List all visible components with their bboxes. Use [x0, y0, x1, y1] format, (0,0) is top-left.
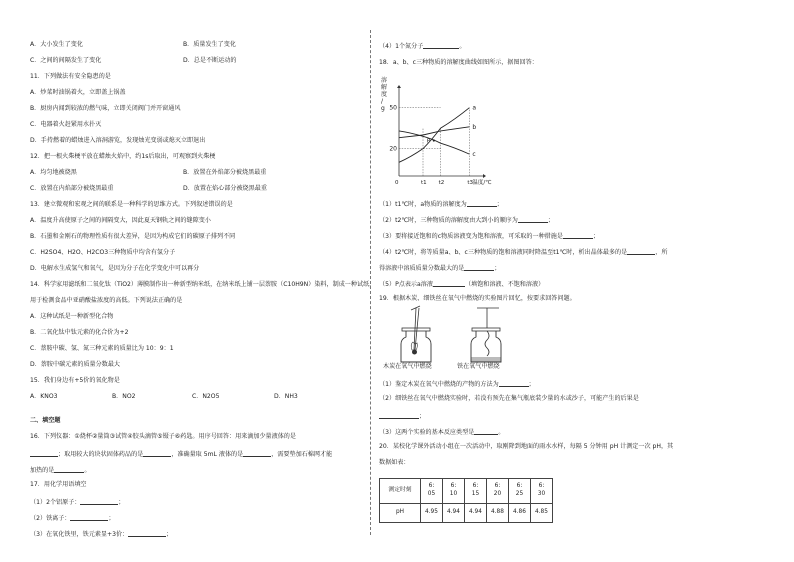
q15-option-c: C．N2O5 — [192, 393, 220, 400]
series-curve-a — [399, 108, 469, 163]
table-row-label: pH — [380, 504, 421, 523]
q11-stem: 11．下列做法有安全隐患的是 — [30, 73, 111, 80]
time-part: 6: — [516, 483, 523, 490]
q11-option-c: C．电器着火赶紧用水扑灭 — [30, 121, 102, 128]
q18-part-4-line2: 得溶液中溶质质量分数最大的是 ； — [379, 265, 501, 272]
q11-option-d: D．手持燃着的蜡烛进入溶洞游览，发现烛光变弱或熄灭立即退出 — [30, 137, 206, 144]
q18-part-5 — [379, 280, 544, 288]
q14-stem-line1: 14．科学家用滤纸和二氧化钛（TiO2）薄膜制作出一种新型纳米纸，在纳米纸上铺一层萘胺（C10H9N）染料，制成一种试纸， — [30, 281, 376, 288]
x-tick-label: t3 — [467, 180, 474, 186]
table-time-cell — [465, 479, 487, 504]
q18-part-3: （3）要将接近饱和的c物质溶液变为饱和溶液，可采取的一种措施是 ； — [379, 233, 600, 240]
q17-part-1: （1）2个铝原子： ； — [30, 499, 125, 506]
q18-part-1: （1）t1℃时，a物质的溶解度为 ； — [379, 201, 503, 208]
q14-option-d: D．萘胺中碳元素的质量分数最大 — [30, 361, 121, 368]
q10-option-c: C．之间的间隔发生了变化 — [30, 57, 102, 64]
x-axis-arrow — [483, 174, 486, 178]
q14-stem-line2: 用于检测食品中亚硝酸盐浓度的高低。下列说法正确的是 — [30, 297, 183, 304]
q14-option-c: C．萘胺中碳、氢、氮三种元素的质量比为 10：9：1 — [30, 345, 174, 352]
answer-blank[interactable] — [518, 216, 548, 223]
q10-option-b: B．质量发生了变化 — [183, 41, 236, 48]
q10-option-d: D．总是不断运动的 — [183, 57, 237, 64]
x-axis-label: 温度/℃ — [472, 180, 492, 186]
answer-blank[interactable] — [423, 42, 459, 49]
q17-2-text: （2）铁离子： — [30, 515, 71, 522]
q18-2-text: （2）t2℃时，三种物质的溶解度由大到小的顺序为 — [379, 217, 518, 224]
series-label-b: b — [472, 123, 477, 131]
q18-4-text: ，所 — [655, 249, 668, 256]
answer-blank[interactable] — [464, 264, 494, 271]
q17-stem: 17．用化学用语填空 — [30, 481, 87, 488]
time-part: 6: — [450, 483, 457, 490]
y-axis-label-char: / — [381, 98, 384, 105]
table-time-cell — [487, 479, 509, 504]
time-part: 6: — [494, 483, 501, 490]
time-part: 05 — [427, 491, 436, 497]
charcoal-burning-illustration — [393, 306, 439, 364]
table-row — [380, 479, 553, 504]
caption-iron: 铁在氧气中燃烧 — [457, 363, 500, 370]
q11-option-b: B．厨房内闻到较浓的燃气味，立即关闭阀门并开窗通风 — [30, 105, 181, 112]
table-time-cell — [443, 479, 465, 504]
q18-part-2: （2）t2℃时，三种物质的溶解度由大到小的顺序为 ； — [379, 217, 554, 224]
answer-blank[interactable] — [30, 450, 58, 457]
q12-option-d: D．放置在焰心部分被烧黑最重 — [183, 185, 267, 192]
q16-stem-line2 — [30, 450, 332, 458]
answer-blank[interactable] — [128, 530, 166, 537]
q15-stem: 15．我们身边有+5价的氧化物是 — [30, 377, 120, 384]
answer-blank[interactable] — [467, 200, 497, 207]
q20-stem-line2: 数据如表： — [379, 459, 410, 466]
series-label-a: a — [472, 104, 477, 112]
wire-holder — [477, 308, 499, 328]
water-layer — [472, 357, 501, 362]
jar-lid — [472, 328, 500, 331]
answer-blank[interactable] — [379, 412, 419, 419]
q15-option-d: D．NH3 — [274, 393, 298, 400]
answer-blank[interactable] — [243, 450, 271, 457]
table-ph-cell: 4.95 — [421, 504, 443, 523]
q18-3-text: （3）要将接近饱和的c物质溶液变为饱和溶液，可采取的一种措施是 — [379, 233, 563, 240]
q18-1-text: （1）t1℃时，a物质的溶解度为 — [379, 201, 467, 208]
q13-option-a: A．温度升高使原子之间的间隔变大，因此夏天钢轨之间的缝隙变小 — [30, 217, 211, 224]
answer-blank[interactable] — [627, 248, 655, 255]
y-tick-label: 20 — [389, 145, 397, 153]
point-p-label: P — [426, 138, 431, 145]
answer-blank[interactable] — [80, 498, 118, 505]
q16-text: ；取用较大的块状固体药品的是 — [58, 451, 144, 458]
y-axis-label-char: 溶 — [381, 77, 388, 84]
x-tick-label: t2 — [438, 180, 445, 186]
table-ph-cell: 4.94 — [465, 504, 487, 523]
q18-part-4-line1 — [379, 248, 667, 256]
answer-blank[interactable] — [143, 450, 171, 457]
table-time-cell — [531, 479, 553, 504]
table-time-cell — [421, 479, 443, 504]
q18-4-text: （4）t2℃时，将等质量a、b、c三种物质的饱和溶液同时降温至t1℃时，析出晶体最多的是 — [379, 249, 628, 256]
x-tick-label: 0 — [395, 180, 399, 186]
q15-option-b: B．NO2 — [112, 393, 136, 400]
q17-4-text: （4）1个氮分子 — [379, 43, 424, 50]
q14-option-a: A．这种试纸是一种新型化合物 — [30, 313, 114, 320]
iron-burning-illustration — [463, 306, 509, 364]
q13-option-c: C．H2SO4、H2O、H2CO3三种物质中均含有氢分子 — [30, 249, 176, 256]
y-tick-label: 50 — [389, 104, 397, 112]
answer-blank[interactable] — [54, 466, 84, 473]
q19-part-1: （1）鉴定木炭在氧气中燃烧的产物的方法为 ； — [379, 381, 535, 388]
q11-option-a: A．炒菜时油锅着火，立即盖上锅盖 — [30, 89, 126, 96]
q19-part-3: （3）这两个实验的基本反应类型是 。 — [379, 429, 505, 436]
q12-option-b: B．放置在外焰部分被烧黑最重 — [183, 169, 267, 176]
series-curve-c — [399, 131, 469, 154]
q18-5-text: （5）P点表示a溶液 — [379, 281, 433, 288]
q19-part-2: （2）细铁丝在氧气中燃烧实验时，若没有预先在集气瓶底装少量的水或沙子，可能产生的后果是 — [379, 395, 639, 402]
table-time-cell — [509, 479, 531, 504]
q15-option-a: A．KNO3 — [30, 393, 58, 400]
table-header-cell: 测定时刻 — [380, 479, 421, 504]
q18-4-text: 得溶液中溶质质量分数最大的是 — [379, 265, 465, 272]
q16-text: ，准确量取 5mL 液体的是 — [171, 451, 244, 458]
y-axis-label-char: 解 — [381, 84, 388, 91]
q19-1-text: （1）鉴定木炭在氧气中燃烧的产物的方法为 — [379, 381, 499, 388]
x-tick-label: t1 — [421, 180, 427, 186]
q17-1-text: （1）2个铝原子： — [30, 499, 81, 506]
series-label-c: c — [472, 151, 476, 159]
answer-blank[interactable] — [499, 380, 529, 387]
answer-blank[interactable] — [433, 280, 465, 287]
time-part: 25 — [515, 491, 524, 497]
time-part: 30 — [537, 491, 546, 497]
q12-stem: 12．把一根火柴梗平放在蜡烛火焰中，约1s后取出，可观察到火柴梗 — [30, 153, 216, 160]
q13-option-d: D．电解水生成氢气和氧气，是因为分子在化学变化中可以再分 — [30, 265, 200, 272]
y-axis-arrow — [397, 85, 401, 88]
answer-blank[interactable] — [563, 232, 593, 239]
q17-part-3: （3）在氧化铁里，铁元素显+3价： ； — [30, 531, 173, 538]
y-axis-label-char: 度 — [381, 91, 388, 98]
ph-data-table — [379, 478, 553, 523]
q17-3-text: （3）在氧化铁里，铁元素显+3价： — [30, 531, 129, 538]
caption-charcoal: 木炭在氧气中燃烧 — [383, 363, 432, 370]
time-part: 20 — [493, 491, 502, 497]
answer-blank[interactable] — [70, 514, 108, 521]
q19-stem: 19．根据木炭、细铁丝在氧气中燃烧的实验图片回忆，按要求回答问题。 — [379, 295, 576, 302]
q20-stem-line1: 20．某校化学课外活动小组在一次活动中，取刚降到地面的雨水水样，每隔 5 分钟用 pH 计测定一次 pH，其 — [379, 443, 674, 450]
q16-text: ，需要垫加石棉网才能 — [271, 451, 333, 458]
table-ph-cell: 4.94 — [443, 504, 465, 523]
q16-text: 加热的是 — [30, 467, 55, 474]
table-ph-cell: 4.88 — [487, 504, 509, 523]
q12-option-c: C．放置在内焰部分被烧黑最重 — [30, 185, 114, 192]
q16-stem-line1: 16．下列仪器：①烧杯②量筒③试管④胶头滴管⑤镊子⑥药匙。用序号回答：用来滴加少量液体的是 — [30, 433, 296, 440]
q18-5-text: （填饱和溶液、不饱和溶液） — [464, 281, 545, 288]
y-axis-label-char: g — [381, 105, 385, 112]
q17-part-4: （4）1个氮分子 。 — [379, 43, 466, 50]
answer-blank[interactable] — [474, 428, 498, 435]
jar-lid — [402, 328, 430, 331]
table-ph-cell: 4.85 — [531, 504, 553, 523]
time-part: 6: — [428, 483, 435, 490]
table-ph-cell: 4.86 — [509, 504, 531, 523]
q19-3-text: （3）这两个实验的基本反应类型是 — [379, 429, 475, 436]
table-row — [380, 504, 553, 523]
column-divider — [370, 30, 371, 535]
q18-stem: 18．a、b、c三种物质的溶解度曲线如图所示，据图回答： — [379, 59, 538, 66]
q14-option-b: B．二氧化钛中钛元素的化合价为+2 — [30, 329, 129, 336]
q12-option-a: A．均匀地被烧黑 — [30, 169, 77, 176]
q10-option-a: A．大小发生了变化 — [30, 41, 83, 48]
time-part: 6: — [538, 483, 545, 490]
point-p — [433, 139, 435, 141]
q17-part-2: （2）铁离子： ； — [30, 515, 115, 522]
q19-part-2-answer: ； — [379, 412, 425, 420]
q16-stem-line3: 加热的是 。 — [30, 467, 91, 474]
q13-option-b: B．石墨和金刚石的物理性质有很大差异，是因为构成它们的碳原子排列不同 — [30, 233, 236, 240]
time-part: 10 — [449, 491, 458, 497]
time-part: 15 — [471, 491, 480, 497]
solubility-chart — [379, 72, 492, 194]
section-fill-in-heading: 二、填空题 — [30, 417, 61, 424]
time-part: 6: — [472, 483, 479, 490]
iron-wire-coil — [485, 331, 489, 356]
q13-stem: 13．建立微观和宏观之间的联系是一种科学的思维方式。下列叙述错误的是 — [30, 201, 233, 208]
